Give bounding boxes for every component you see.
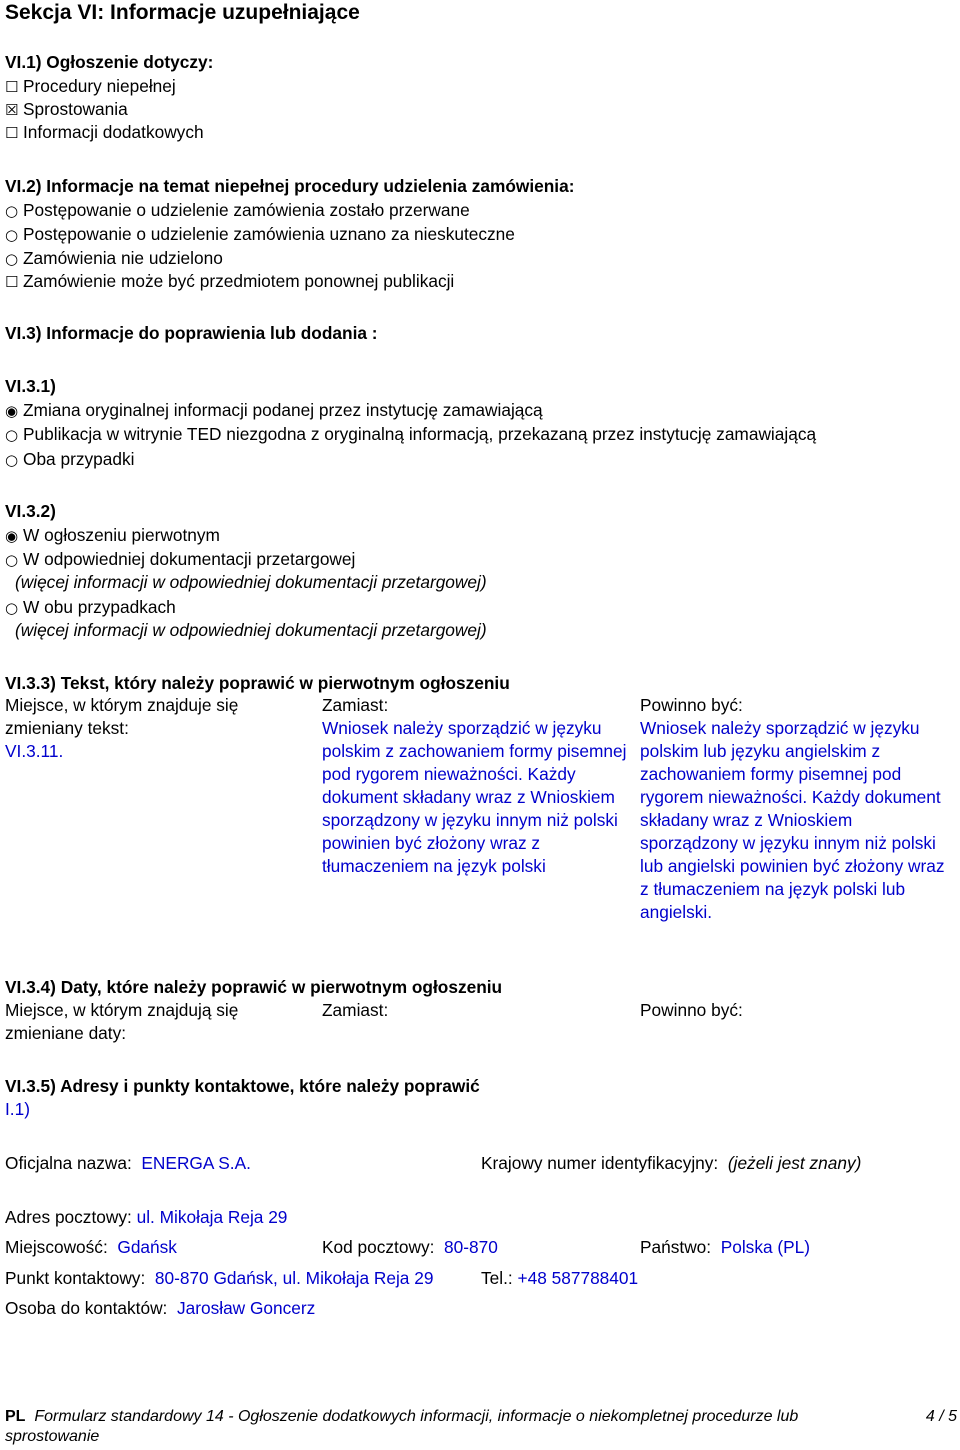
vi34-heading: VI.3.4) Daty, które należy poprawić w pierwotnym ogłoszeniu (5, 977, 503, 997)
vi33-place-value: VI.3.11. (5, 741, 64, 761)
vi34-should-label: Powinno być: (640, 1000, 743, 1020)
vi2-option-ponowna-publikacja[interactable]: ☐ Zamówienie może być przedmiotem ponownej publikacji (5, 270, 454, 294)
vi1-heading: VI.1) Ogłoszenie dotyczy: (5, 52, 214, 72)
vi2-heading: VI.2) Informacje na temat niepełnej procedury udzielenia zamówienia: (5, 176, 575, 196)
radio-icon: ○ (5, 599, 19, 617)
vi32-note-1: (więcej informacji w odpowiedniej dokumentacji przetargowej) (15, 572, 487, 592)
checkbox-checked-icon: ☒ (5, 101, 19, 119)
footer-form-title: PL Formularz standardowy 14 - Ogłoszenie dodatkowych informacji, informacje o niekompletnej procedurze lub sprostowanie (5, 1408, 799, 1445)
vi34-place-label: Miejsce, w którym znajdują się zmieniane daty: (5, 1000, 239, 1043)
radio-selected-icon: ◉ (5, 527, 19, 545)
contact-person-row: Osoba do kontaktów: Jarosław Goncerz (5, 1298, 316, 1318)
national-id-row: Krajowy numer identyfikacyjny: (jeżeli jest znany) (481, 1153, 862, 1173)
contact-point-value: 80-870 Gdańsk, ul. Mikołaja Reja 29 (154, 1268, 434, 1288)
vi32-heading: VI.3.2) (5, 501, 56, 521)
vi31-option-oba[interactable]: ○ Oba przypadki (5, 448, 134, 472)
vi2-option-nieskuteczne[interactable]: ○ Postępowanie o udzielenie zamówienia uznano za nieskuteczne (5, 223, 515, 247)
vi1-option-sprostowania[interactable]: ☒ Sprostowania (5, 98, 128, 122)
checkbox-icon: ☐ (5, 273, 19, 291)
vi2-option-nie-udzielono[interactable]: ○ Zamówienia nie udzielono (5, 247, 223, 271)
vi31-heading: VI.3.1) (5, 376, 56, 396)
radio-icon: ○ (5, 426, 19, 444)
postcode-value: 80-870 (444, 1237, 498, 1257)
postcode-row: Kod pocztowy: 80-870 (322, 1237, 498, 1257)
vi32-option-oba[interactable]: ○ W obu przypadkach (5, 596, 176, 620)
vi3-heading: VI.3) Informacje do poprawienia lub dodania : (5, 323, 378, 343)
city-row: Miejscowość: Gdańsk (5, 1237, 177, 1257)
radio-icon: ○ (5, 551, 19, 569)
tel-value: +48 587788401 (517, 1268, 639, 1288)
section-title: Sekcja VI: Informacje uzupełniające (5, 1, 360, 24)
vi31-option-zmiana[interactable]: ◉ Zmiana oryginalnej informacji podanej przez instytucję zamawiającą (5, 399, 543, 423)
checkbox-icon: ☐ (5, 124, 19, 142)
vi31-option-ted[interactable]: ○ Publikacja w witrynie TED niezgodna z oryginalną informacją, przekazaną przez instytucję zamawiającą (5, 423, 816, 447)
vi34-instead-label: Zamiast: (322, 1000, 389, 1020)
vi32-note-2: (więcej informacji w odpowiedniej dokumentacji przetargowej) (15, 620, 487, 640)
contact-person-value: Jarosław Goncerz (176, 1298, 316, 1318)
radio-icon: ○ (5, 202, 19, 220)
vi32-option-dokumentacja[interactable]: ○ W odpowiedniej dokumentacji przetargowej (5, 548, 355, 572)
checkbox-icon: ☐ (5, 78, 19, 96)
vi33-heading: VI.3.3) Tekst, który należy poprawić w pierwotnym ogłoszeniu (5, 673, 510, 693)
vi35-ref: I.1) (5, 1099, 30, 1119)
country-value: Polska (PL) (720, 1237, 811, 1257)
radio-icon: ○ (5, 226, 19, 244)
vi33-instead-text: Wniosek należy sporządzić w języku polskim z zachowaniem formy pisemnej pod rygorem nieważności. Każdy dokument składany wraz z Wnioskiem sporządzony w języku innym niż polski powinien być złożony wraz z tłumaczeniem na język polski (322, 718, 627, 876)
vi2-option-przerwane[interactable]: ○ Postępowanie o udzielenie zamówienia zostało przerwane (5, 199, 470, 223)
vi1-option-procedury[interactable]: ☐ Procedury niepełnej (5, 75, 176, 99)
footer-lang: PL (5, 1408, 26, 1425)
vi33-should-text: Wniosek należy sporządzić w języku polskim lub języku angielskim z zachowaniem formy pisemnej pod rygorem nieważności. Każdy dokument składany wraz z Wnioskiem sporządzony w języku innym niż polski lub angielski powinien być złożony wraz z tłumaczeniem na język polski lub angielski. (640, 718, 945, 922)
vi35-heading: VI.3.5) Adresy i punkty kontaktowe, które należy poprawić (5, 1076, 480, 1096)
vi33-should-label: Powinno być: (640, 695, 743, 715)
footer-page-number: 4 / 5 (925, 1408, 957, 1425)
vi32-option-pierwotne[interactable]: ◉ W ogłoszeniu pierwotnym (5, 524, 220, 548)
postal-address-value: ul. Mikołaja Reja 29 (136, 1207, 288, 1227)
country-row: Państwo: Polska (PL) (640, 1237, 811, 1257)
official-name-value: ENERGA S.A. (141, 1153, 251, 1173)
contact-point-row: Punkt kontaktowy: 80-870 Gdańsk, ul. Mikołaja Reja 29 (5, 1268, 434, 1288)
vi1-option-informacji[interactable]: ☐ Informacji dodatkowych (5, 121, 204, 145)
radio-selected-icon: ◉ (5, 402, 19, 420)
tel-row: Tel.: +48 587788401 (481, 1268, 639, 1288)
vi33-instead-label: Zamiast: (322, 695, 389, 715)
postal-address-row: Adres pocztowy: ul. Mikołaja Reja 29 (5, 1207, 288, 1227)
radio-icon: ○ (5, 451, 19, 469)
vi33-place-label: Miejsce, w którym znajduje się zmieniany tekst: (5, 695, 239, 738)
radio-icon: ○ (5, 250, 19, 268)
official-name-row: Oficjalna nazwa: ENERGA S.A. (5, 1153, 251, 1173)
city-value: Gdańsk (117, 1237, 177, 1257)
